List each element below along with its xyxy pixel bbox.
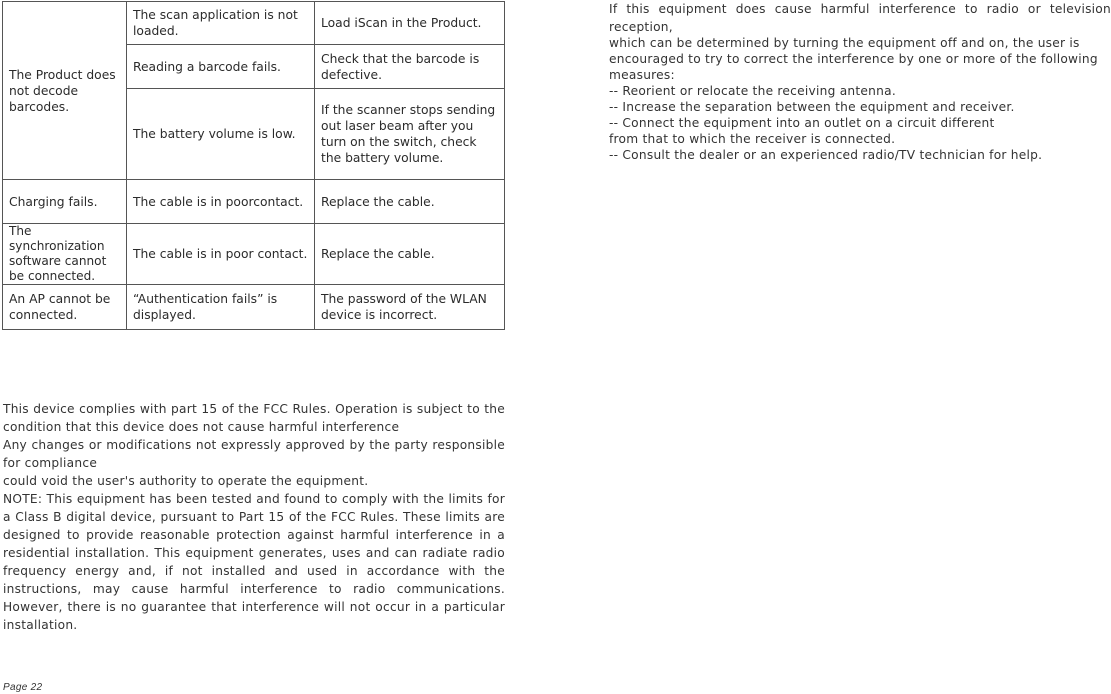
fcc-right-line: reception, [609,20,673,34]
fcc-note-last-line: installation. [3,618,78,632]
fcc-compliance-statement [3,400,505,634]
fcc-paragraph-line: This device complies with part 15 of the FCC Rules. Operation is subject to the [3,402,505,416]
table-row [3,285,505,330]
cause-cell: “Authentication fails” is displayed. [127,285,315,330]
fcc-paragraph-line: for compliance [3,456,98,470]
measure-item: -- Increase the separation between the equipment and receiver. [609,100,1015,114]
table-row [3,180,505,224]
solution-cell: Replace the cable. [315,224,505,285]
page-number: Page 22 [3,682,43,693]
solution-cell: If the scanner stops sending out laser beam after you turn on the switch, check the battery volume. [315,89,505,180]
troubleshooting-table [2,1,505,330]
cause-cell: The battery volume is low. [127,89,315,180]
cause-cell: The scan application is not loaded. [127,2,315,45]
fault-cell: An AP cannot be connected. [3,285,127,330]
fcc-paragraph-line: Any changes or modifications not expressly approved by the party responsible [3,438,505,452]
solution-cell: Check that the barcode is defective. [315,45,505,89]
fcc-right-line: which can be determined by turning the equipment off and on, the user is [609,36,1080,50]
measure-item: -- Connect the equipment into an outlet on a circuit different [609,116,995,130]
cause-cell: The cable is in poor contact. [127,224,315,285]
cause-cell: Reading a barcode fails. [127,45,315,89]
solution-cell: The password of the WLAN device is incorrect. [315,285,505,330]
fault-cell: The Product does not decode barcodes. [3,2,127,180]
measure-item: from that to which the receiver is connected. [609,132,896,146]
fault-cell: Charging fails. [3,180,127,224]
solution-cell: Replace the cable. [315,180,505,224]
table-row [3,224,505,285]
fcc-right-line: If this equipment does cause harmful interference to radio or television [609,2,1111,16]
fcc-paragraph-line: condition that this device does not cause harmful interference [3,420,400,434]
fault-cell: The synchronization software cannot be connected. [3,224,127,285]
fcc-right-line: measures: [609,68,675,82]
table-row [3,2,505,45]
fcc-paragraph-line: could void the user's authority to operate the equipment. [3,474,369,488]
fcc-note-paragraph: NOTE: This equipment has been tested and found to comply with the limits for a Class B digital device, pursuant to Part 15 of the FCC Rules. These limits are designed to provide reasonable protection against harmful interference in a residential installation. This equipment generates, uses and can radiate radio frequency energy and, if not installed and used in accordance with the instructions, may cause harmful interference to radio communications. However, there is no guarantee that interference will not occur in a particular [3,492,505,614]
fcc-interference-measures [609,0,1111,163]
measure-item: -- Reorient or relocate the receiving antenna. [609,84,896,98]
cause-cell: The cable is in poorcontact. [127,180,315,224]
fcc-right-line: encouraged to try to correct the interference by one or more of the following [609,52,1098,66]
measure-item: -- Consult the dealer or an experienced radio/TV technician for help. [609,148,1043,162]
solution-cell: Load iScan in the Product. [315,2,505,45]
